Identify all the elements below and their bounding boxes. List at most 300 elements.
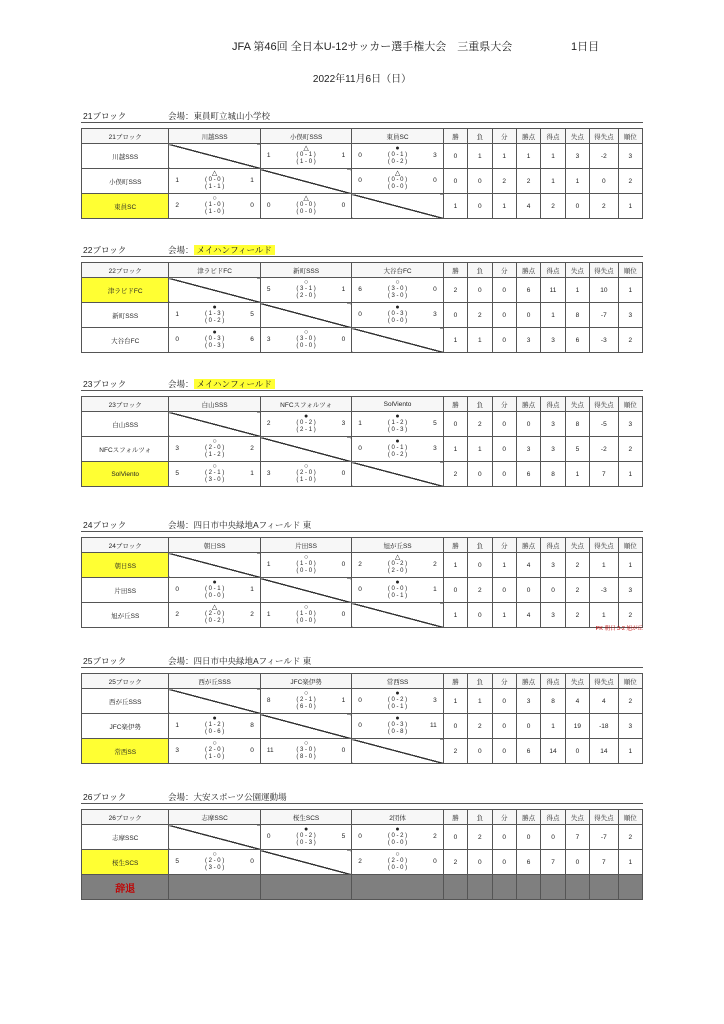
second-half: ( 6 - 0 ) <box>296 704 316 710</box>
half-scores <box>185 851 245 872</box>
stat-cell: 1 <box>443 194 467 219</box>
match-result <box>260 603 351 628</box>
stat-cell: 2 <box>565 603 589 628</box>
half-scores <box>368 170 428 191</box>
half-scores <box>185 740 245 761</box>
self-match-cell <box>260 169 351 194</box>
stat-header: 勝点 <box>516 538 540 553</box>
result-symbol: ○ <box>303 740 309 747</box>
stat-cell: 1 <box>618 553 642 578</box>
block-label-cell: 21ブロック <box>82 129 169 144</box>
self-match-cell <box>260 578 351 603</box>
stat-cell: 1 <box>468 144 492 169</box>
first-half: ( 2 - 0 ) <box>204 445 225 451</box>
stat-cell: 1 <box>565 169 589 194</box>
stat-header: 勝 <box>443 674 467 689</box>
stat-cell: -2 <box>590 144 618 169</box>
half-scores <box>185 463 245 484</box>
venue <box>168 378 275 390</box>
half-scores <box>276 413 336 434</box>
first-half: ( 2 - 0 ) <box>204 611 225 617</box>
header-row <box>82 538 643 553</box>
opponent-header: 新町SSS <box>260 263 351 278</box>
second-half: ( 0 - 1 ) <box>387 593 408 599</box>
first-half: ( 1 - 0 ) <box>296 611 316 617</box>
block-label-cell: 25ブロック <box>82 674 169 689</box>
stat-header: 得点 <box>541 263 565 278</box>
result-symbol: △ <box>394 554 401 561</box>
result-symbol: ○ <box>303 279 309 286</box>
score-for: 0 <box>358 722 362 729</box>
team-row <box>82 603 643 628</box>
stat-header: 得点 <box>541 129 565 144</box>
team-row <box>82 412 643 437</box>
self-match-cell <box>260 714 351 739</box>
stat-cell: 2 <box>443 739 467 764</box>
result-symbol: ● <box>395 826 400 833</box>
team-row <box>82 875 643 900</box>
team-row <box>82 553 643 578</box>
score-for: 3 <box>266 336 271 343</box>
first-half: ( 2 - 1 ) <box>296 697 316 703</box>
second-half: ( 0 - 0 ) <box>387 865 408 871</box>
team-row <box>82 328 643 353</box>
score-for: 5 <box>266 286 271 293</box>
stat-cell: 3 <box>541 412 565 437</box>
opponent-header: 志摩SSC <box>169 810 260 825</box>
team-name: 西が丘SSS <box>82 689 169 714</box>
score-for: 0 <box>266 833 271 840</box>
stat-cell: 2 <box>618 169 642 194</box>
standings-table <box>81 809 643 900</box>
first-half: ( 0 - 0 ) <box>387 177 408 183</box>
stat-header: 負 <box>468 674 492 689</box>
stat-header: 失点 <box>565 129 589 144</box>
stat-header: 得失点 <box>590 810 618 825</box>
block-name: 26ブロック <box>83 792 127 802</box>
stat-cell: 0 <box>492 303 516 328</box>
second-half: ( 0 - 2 ) <box>387 452 408 458</box>
half-scores <box>185 304 245 325</box>
team-name: NFCスフォルツォ <box>82 437 169 462</box>
stat-cell: 2 <box>516 169 540 194</box>
stat-cell: 0 <box>468 553 492 578</box>
self-match-cell <box>169 144 260 169</box>
team-name: 白山SSS <box>82 412 169 437</box>
second-half: ( 0 - 3 ) <box>296 840 316 846</box>
stat-header: 得点 <box>541 674 565 689</box>
opponent-header: 川越SSS <box>169 129 260 144</box>
stat-cell: 0 <box>443 144 467 169</box>
stat-header: 失点 <box>565 810 589 825</box>
self-match-cell <box>260 437 351 462</box>
score-against: 0 <box>341 470 346 477</box>
stat-cell: 1 <box>492 194 516 219</box>
score-against: 0 <box>433 858 437 865</box>
stat-cell: 6 <box>516 739 540 764</box>
match-result <box>169 603 260 628</box>
opponent-header: SolViento <box>352 397 443 412</box>
stat-cell: 0 <box>492 689 516 714</box>
result-symbol: ● <box>212 304 217 311</box>
block-label-cell: 24ブロック <box>82 538 169 553</box>
venue <box>168 519 311 531</box>
stat-cell: 2 <box>443 278 467 303</box>
result-symbol: ○ <box>303 690 309 697</box>
stat-header: 得失点 <box>590 397 618 412</box>
stat-cell: 0 <box>468 462 492 487</box>
stat-cell: -7 <box>590 825 618 850</box>
stat-cell: 4 <box>590 689 618 714</box>
result-symbol: ● <box>212 579 217 586</box>
stat-header: 勝 <box>443 129 467 144</box>
match-result <box>169 169 260 194</box>
match-result <box>352 169 443 194</box>
opponent-header: 大谷台FC <box>352 263 443 278</box>
stat-header: 分 <box>492 397 516 412</box>
stat-header: 得失点 <box>590 129 618 144</box>
score-against: 1 <box>250 470 254 477</box>
result-symbol: ● <box>395 145 400 152</box>
stat-header: 勝点 <box>516 129 540 144</box>
stat-header: 分 <box>492 674 516 689</box>
score-for: 1 <box>266 561 271 568</box>
stat-header: 得失点 <box>590 538 618 553</box>
stat-cell: 0 <box>492 578 516 603</box>
stat-cell: -18 <box>590 714 618 739</box>
score-against: 6 <box>250 336 254 343</box>
score-against: 2 <box>250 445 254 452</box>
first-half: ( 2 - 0 ) <box>296 470 316 476</box>
match-result <box>169 194 260 219</box>
stat-cell: 1 <box>590 553 618 578</box>
stat-cell: 3 <box>516 689 540 714</box>
opponent-header: 白山SSS <box>169 397 260 412</box>
result-symbol: ● <box>212 715 217 722</box>
result-symbol: ○ <box>212 438 217 445</box>
stat-cell: 5 <box>565 437 589 462</box>
stat-header: 順位 <box>618 263 642 278</box>
score-against: 0 <box>341 336 346 343</box>
score-against: 0 <box>433 177 437 184</box>
match-result <box>352 278 443 303</box>
team-row <box>82 714 643 739</box>
block-26 <box>81 789 643 900</box>
second-half: ( 3 - 0 ) <box>387 293 408 299</box>
match-result <box>352 303 443 328</box>
stat-cell <box>516 875 540 900</box>
day-label: 1日目 <box>571 41 600 53</box>
stat-cell: 1 <box>443 328 467 353</box>
first-half: ( 0 - 1 ) <box>204 586 225 592</box>
self-match-cell <box>169 412 260 437</box>
block-name: 23ブロック <box>83 379 127 389</box>
score-against: 5 <box>433 420 437 427</box>
stat-cell: 2 <box>590 194 618 219</box>
block-header <box>81 376 643 391</box>
stat-header: 勝点 <box>516 263 540 278</box>
match-result <box>352 553 443 578</box>
stat-header: 分 <box>492 129 516 144</box>
score-against: 8 <box>250 722 254 729</box>
stat-header: 勝 <box>443 538 467 553</box>
stat-cell: 1 <box>618 462 642 487</box>
opponent-header: 桜生SCS <box>260 810 351 825</box>
score-against: 1 <box>341 286 346 293</box>
stat-header: 順位 <box>618 674 642 689</box>
score-against: 0 <box>250 858 254 865</box>
match-result <box>352 850 443 875</box>
result-symbol: ● <box>395 715 400 722</box>
stat-cell: 0 <box>516 412 540 437</box>
second-half: ( 0 - 3 ) <box>204 343 225 349</box>
team-row <box>82 689 643 714</box>
stat-cell: -2 <box>590 437 618 462</box>
header-row <box>82 810 643 825</box>
score-against: 0 <box>250 202 254 209</box>
stat-cell: 1 <box>468 328 492 353</box>
score-against: 3 <box>433 152 437 159</box>
team-name: 片田SS <box>82 578 169 603</box>
team-name: 朝日SS <box>82 553 169 578</box>
stat-cell: 10 <box>590 278 618 303</box>
stat-cell: 3 <box>618 578 642 603</box>
stat-cell: 0 <box>516 578 540 603</box>
half-scores <box>368 554 428 575</box>
stat-cell: 6 <box>516 462 540 487</box>
stat-cell: 1 <box>618 194 642 219</box>
opponent-header: 片田SS <box>260 538 351 553</box>
stat-cell: 2 <box>468 412 492 437</box>
stat-header: 順位 <box>618 538 642 553</box>
header-row <box>82 674 643 689</box>
half-scores <box>276 195 336 216</box>
result-symbol: ○ <box>303 463 309 470</box>
stat-cell: 2 <box>443 850 467 875</box>
score-for: 2 <box>175 611 180 618</box>
stat-cell: 0 <box>565 850 589 875</box>
stat-cell: 0 <box>468 169 492 194</box>
result-symbol: ○ <box>212 463 217 470</box>
opponent-header: 津ラピドFC <box>169 263 260 278</box>
pk-note: PK 朝日 3-2 旭が丘 <box>595 626 643 632</box>
stat-header: 勝点 <box>516 674 540 689</box>
stat-cell: 1 <box>443 603 467 628</box>
venue-name: 四日市中央緑地Aフィールド 東 <box>193 520 312 530</box>
self-match-cell <box>352 462 443 487</box>
opponent-header: NFCスフォルツォ <box>260 397 351 412</box>
score-for: 3 <box>175 445 180 452</box>
first-half: ( 2 - 0 ) <box>204 747 225 753</box>
score-against: 2 <box>433 833 437 840</box>
stat-cell: 0 <box>492 825 516 850</box>
venue-name: メイハンフィールド <box>194 245 275 255</box>
second-half: ( 0 - 2 ) <box>204 318 225 324</box>
stat-header: 分 <box>492 538 516 553</box>
half-scores <box>276 604 336 625</box>
venue-name: メイハンフィールド <box>194 379 275 389</box>
venue-name: 大安スポーツ公園運動場 <box>193 792 287 802</box>
stat-cell: 1 <box>443 437 467 462</box>
stat-cell: 0 <box>541 825 565 850</box>
stat-header: 失点 <box>565 674 589 689</box>
stat-cell: 0 <box>516 714 540 739</box>
venue <box>168 791 287 803</box>
score-for: 0 <box>358 586 362 593</box>
second-half: ( 2 - 1 ) <box>296 427 316 433</box>
stat-cell: 2 <box>565 553 589 578</box>
half-scores <box>185 438 245 459</box>
match-result <box>169 437 260 462</box>
score-for: 6 <box>358 286 362 293</box>
stat-cell: 0 <box>443 412 467 437</box>
self-match-cell <box>169 278 260 303</box>
stat-cell: -3 <box>590 578 618 603</box>
first-half: ( 0 - 0 ) <box>296 202 316 208</box>
standings-table <box>81 673 643 764</box>
stat-cell: 1 <box>541 144 565 169</box>
score-against: 1 <box>433 586 437 593</box>
block-name: 21ブロック <box>83 111 127 121</box>
self-match-cell <box>352 328 443 353</box>
stat-cell: 3 <box>618 303 642 328</box>
stat-cell: 1 <box>565 278 589 303</box>
first-half: ( 1 - 0 ) <box>296 561 316 567</box>
standings-table <box>81 537 643 628</box>
match-result <box>260 144 351 169</box>
stat-cell: 7 <box>541 850 565 875</box>
stat-cell <box>565 875 589 900</box>
half-scores <box>368 413 428 434</box>
stat-cell: 4 <box>565 689 589 714</box>
score-for: 2 <box>175 202 180 209</box>
venue <box>168 110 270 122</box>
match-result <box>260 825 351 850</box>
opponent-header: 常西SS <box>352 674 443 689</box>
stat-cell: 4 <box>516 194 540 219</box>
second-half: ( 0 - 2 ) <box>387 159 408 165</box>
match-result <box>260 194 351 219</box>
score-against: 3 <box>433 445 437 452</box>
team-name: SolViento <box>82 462 169 487</box>
block-23 <box>81 376 643 487</box>
stat-cell: 3 <box>541 603 565 628</box>
venue <box>168 244 275 256</box>
team-name: 常西SS <box>82 739 169 764</box>
result-symbol: ● <box>395 690 400 697</box>
result-symbol: ● <box>212 329 217 336</box>
second-half: ( 3 - 0 ) <box>204 865 225 871</box>
score-for: 0 <box>358 445 362 452</box>
first-half: ( 3 - 0 ) <box>296 336 316 342</box>
stat-cell: 2 <box>541 194 565 219</box>
result-symbol: ● <box>395 413 400 420</box>
match-result <box>169 714 260 739</box>
result-symbol: ○ <box>303 604 309 611</box>
half-scores <box>185 715 245 736</box>
stat-header: 得点 <box>541 538 565 553</box>
stat-header: 勝点 <box>516 810 540 825</box>
stat-cell: 3 <box>541 328 565 353</box>
stat-cell: 1 <box>618 850 642 875</box>
match-result <box>352 714 443 739</box>
half-scores <box>276 279 336 300</box>
self-match-cell <box>169 553 260 578</box>
stat-cell: 0 <box>443 303 467 328</box>
score-against: 3 <box>433 697 437 704</box>
second-half: ( 0 - 6 ) <box>204 729 225 735</box>
venue-label: 会場： <box>168 245 194 255</box>
second-half: ( 2 - 0 ) <box>296 293 316 299</box>
match-result <box>169 462 260 487</box>
opponent-header: 朝日SS <box>169 538 260 553</box>
block-header <box>81 108 643 123</box>
team-name: 東員SC <box>82 194 169 219</box>
team-name: 小俣町SSS <box>82 169 169 194</box>
stat-cell: 1 <box>443 689 467 714</box>
stat-header: 得失点 <box>590 263 618 278</box>
header-row <box>82 263 643 278</box>
stat-cell: 14 <box>541 739 565 764</box>
stat-cell: 1 <box>618 278 642 303</box>
stat-cell: 7 <box>590 462 618 487</box>
score-for: 0 <box>175 586 180 593</box>
stat-cell: 7 <box>590 850 618 875</box>
second-half: ( 0 - 0 ) <box>204 593 225 599</box>
stat-header: 勝 <box>443 397 467 412</box>
stat-cell: 0 <box>443 169 467 194</box>
score-for: 0 <box>358 177 362 184</box>
stat-cell: 4 <box>516 603 540 628</box>
score-against: 1 <box>341 697 346 704</box>
half-scores <box>185 604 245 625</box>
team-row <box>82 278 643 303</box>
score-for: 1 <box>266 611 271 618</box>
half-scores <box>276 740 336 761</box>
score-for: 0 <box>358 152 362 159</box>
stat-header: 勝点 <box>516 397 540 412</box>
stat-cell <box>443 875 467 900</box>
block-header <box>81 517 643 532</box>
stat-cell: 1 <box>590 603 618 628</box>
stat-cell: 2 <box>468 303 492 328</box>
match-result <box>260 553 351 578</box>
stat-cell: 0 <box>468 739 492 764</box>
stat-cell: 1 <box>443 553 467 578</box>
second-half: ( 0 - 0 ) <box>296 343 316 349</box>
stat-cell: 6 <box>516 850 540 875</box>
stat-cell: 1 <box>492 553 516 578</box>
score-for: 0 <box>266 202 271 209</box>
opponent-header: JFC楽伊勢 <box>260 674 351 689</box>
half-scores <box>368 145 428 166</box>
block-name: 24ブロック <box>83 520 127 530</box>
score-against: 11 <box>430 722 437 729</box>
stat-cell: 2 <box>468 825 492 850</box>
first-half: ( 2 - 0 ) <box>204 858 225 864</box>
stat-header: 分 <box>492 810 516 825</box>
half-scores <box>185 195 245 216</box>
stat-cell: 0 <box>492 850 516 875</box>
team-row <box>82 825 643 850</box>
match-result <box>169 328 260 353</box>
self-match-cell <box>352 739 443 764</box>
score-for: 5 <box>175 470 180 477</box>
first-half: ( 0 - 0 ) <box>204 177 225 183</box>
stat-cell: 0 <box>590 169 618 194</box>
score-for: 1 <box>358 420 362 427</box>
stat-cell: 3 <box>541 553 565 578</box>
